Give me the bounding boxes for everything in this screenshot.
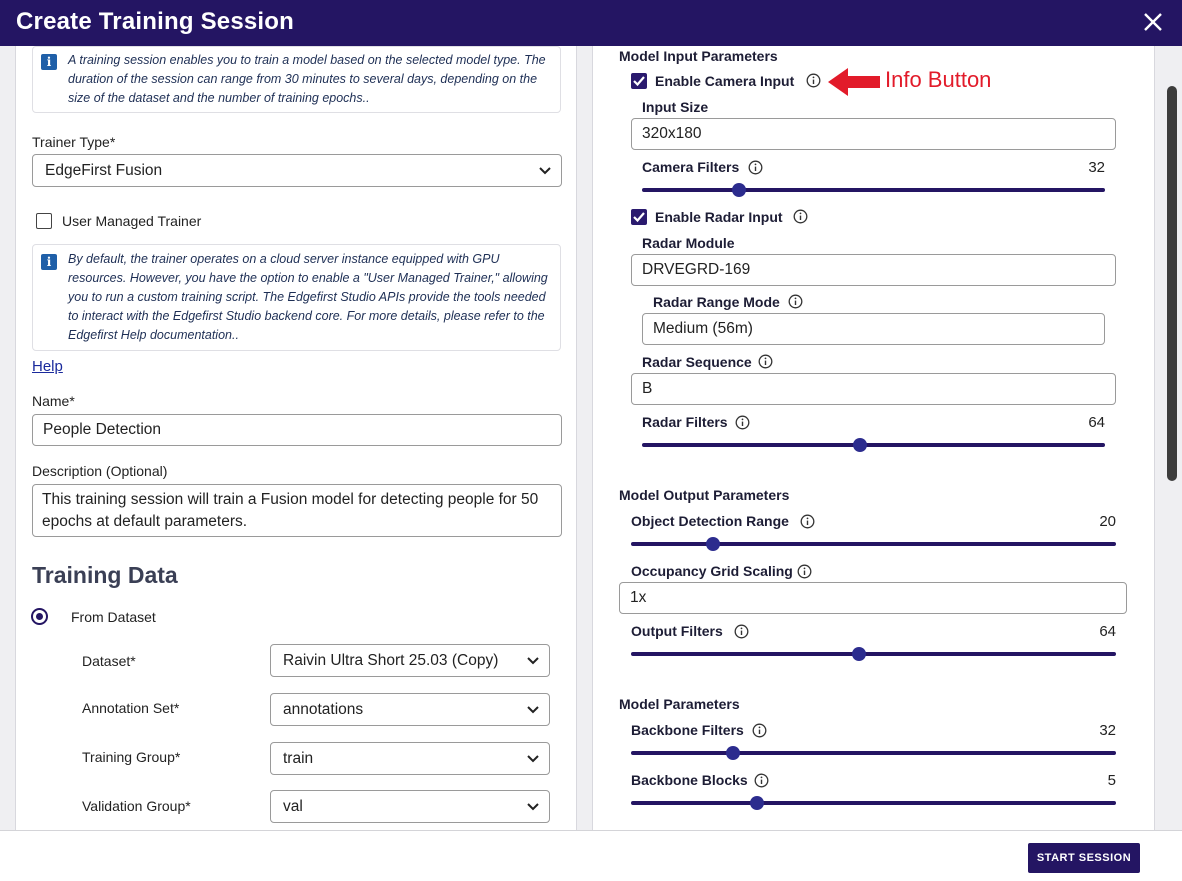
- info-circle-icon[interactable]: [806, 73, 821, 88]
- enable-camera-checkbox[interactable]: [631, 73, 647, 89]
- training-group-value: train: [283, 750, 314, 767]
- left-panel: [15, 46, 577, 830]
- model-output-title: Model Output Parameters: [619, 487, 790, 503]
- slider-thumb[interactable]: [706, 537, 720, 551]
- from-dataset-label: From Dataset: [71, 609, 156, 625]
- start-session-button[interactable]: START SESSION: [1028, 843, 1140, 873]
- training-group-label: Training Group*: [82, 749, 181, 765]
- radar-filters-label: Radar Filters: [642, 414, 728, 430]
- intro-info-box: [32, 46, 561, 113]
- name-label: Name*: [32, 393, 75, 409]
- radar-sequence-label: Radar Sequence: [642, 354, 752, 370]
- name-input[interactable]: People Detection: [32, 414, 562, 446]
- info-circle-icon[interactable]: [793, 209, 808, 224]
- scrollbar[interactable]: [1167, 86, 1177, 481]
- trainer-type-value: EdgeFirst Fusion: [45, 162, 163, 179]
- output-filters-value: 64: [1099, 623, 1116, 640]
- annotation-arrow-icon: [828, 66, 882, 98]
- object-detection-range-value: 20: [1099, 513, 1116, 530]
- slider-thumb[interactable]: [726, 746, 740, 760]
- annotation-set-value: annotations: [283, 701, 364, 718]
- info-badge-icon: i: [41, 254, 57, 270]
- info-badge-icon: i: [41, 54, 57, 70]
- validation-group-select[interactable]: [270, 790, 550, 823]
- occupancy-grid-label: Occupancy Grid Scaling: [631, 563, 793, 579]
- info-circle-icon[interactable]: [734, 624, 749, 639]
- validation-group-value: val: [283, 798, 303, 815]
- checkmark-icon: [632, 74, 646, 88]
- backbone-blocks-slider[interactable]: [631, 795, 1116, 811]
- dataset-label: Dataset*: [82, 653, 136, 669]
- slider-thumb[interactable]: [750, 796, 764, 810]
- help-link[interactable]: Help: [32, 358, 63, 375]
- info-circle-icon[interactable]: [797, 564, 812, 579]
- camera-filters-slider[interactable]: [642, 182, 1105, 198]
- close-icon[interactable]: [1140, 9, 1166, 35]
- info-circle-icon[interactable]: [735, 415, 750, 430]
- chevron-down-icon: [526, 705, 540, 715]
- backbone-filters-slider[interactable]: [631, 745, 1116, 761]
- description-textarea[interactable]: This training session will train a Fusion model for detecting people for 50 epochs at default parameters.: [32, 484, 562, 537]
- radar-range-mode-input[interactable]: Medium (56m): [642, 313, 1105, 345]
- backbone-blocks-value: 5: [1107, 772, 1116, 789]
- user-managed-label: User Managed Trainer: [62, 213, 202, 229]
- output-filters-slider[interactable]: [631, 646, 1116, 662]
- enable-radar-checkbox[interactable]: [631, 209, 647, 225]
- radar-module-input[interactable]: DRVEGRD-169: [631, 254, 1116, 286]
- user-managed-info-box: [32, 244, 561, 351]
- info-circle-icon[interactable]: [788, 294, 803, 309]
- dialog-footer: [0, 830, 1182, 881]
- model-input-title: Model Input Parameters: [619, 48, 778, 64]
- training-data-title: Training Data: [32, 562, 178, 588]
- chevron-down-icon: [526, 754, 540, 764]
- input-size-label: Input Size: [642, 99, 709, 115]
- camera-filters-label: Camera Filters: [642, 159, 740, 175]
- dataset-value: Raivin Ultra Short 25.03 (Copy): [283, 652, 499, 669]
- description-label: Description (Optional): [32, 463, 168, 479]
- dataset-select[interactable]: [270, 644, 550, 677]
- radar-filters-slider[interactable]: [642, 437, 1105, 453]
- user-managed-info-text: By default, the trainer operates on a cloud server instance equipped with GPU resources. However, you have the option to enable a "User Managed Trainer," allowing you to run a custom training script. The Edgefirst Studio APIs provide the tools needed to interact with the Edgefirst Studio backend core. For more details, please refer to the Edgefirst Help documentation..: [68, 252, 548, 342]
- info-circle-icon[interactable]: [758, 354, 773, 369]
- checkmark-icon: [632, 210, 646, 224]
- trainer-type-select[interactable]: [32, 154, 562, 187]
- enable-camera-label: Enable Camera Input: [655, 73, 795, 89]
- radar-module-label: Radar Module: [642, 235, 735, 251]
- chevron-down-icon: [526, 802, 540, 812]
- user-managed-checkbox[interactable]: [36, 213, 52, 229]
- camera-filters-value: 32: [1088, 159, 1105, 176]
- model-params-title: Model Parameters: [619, 696, 740, 712]
- input-size-input[interactable]: 320x180: [631, 118, 1116, 150]
- annotation-set-label: Annotation Set*: [82, 700, 180, 716]
- training-group-select[interactable]: [270, 742, 550, 775]
- dialog-header: [0, 0, 1182, 46]
- object-detection-range-slider[interactable]: [631, 536, 1116, 552]
- slider-thumb[interactable]: [732, 183, 746, 197]
- validation-group-label: Validation Group*: [82, 798, 191, 814]
- info-circle-icon[interactable]: [800, 514, 815, 529]
- backbone-blocks-label: Backbone Blocks: [631, 772, 748, 788]
- radar-sequence-input[interactable]: B: [631, 373, 1116, 405]
- backbone-filters-label: Backbone Filters: [631, 722, 744, 738]
- dialog-title: Create Training Session: [16, 8, 295, 35]
- radar-range-mode-label: Radar Range Mode: [653, 294, 780, 310]
- enable-radar-label: Enable Radar Input: [655, 209, 783, 225]
- chevron-down-icon: [538, 166, 552, 176]
- slider-thumb[interactable]: [853, 438, 867, 452]
- annotation-set-select[interactable]: [270, 693, 550, 726]
- info-circle-icon[interactable]: [754, 773, 769, 788]
- chevron-down-icon: [526, 656, 540, 666]
- intro-info-text: A training session enables you to train a model based on the selected model type. The duration of the session can range from 30 minutes to several days, depending on the size of the dataset and the number of training epochs..: [68, 53, 546, 105]
- radar-filters-value: 64: [1088, 414, 1105, 431]
- trainer-type-label: Trainer Type*: [32, 134, 116, 150]
- from-dataset-radio[interactable]: [31, 608, 48, 625]
- backbone-filters-value: 32: [1099, 722, 1116, 739]
- slider-thumb[interactable]: [852, 647, 866, 661]
- right-panel: [592, 46, 1155, 830]
- info-circle-icon[interactable]: [748, 160, 763, 175]
- info-circle-icon[interactable]: [752, 723, 767, 738]
- occupancy-grid-input[interactable]: 1x: [619, 582, 1127, 614]
- dialog-body: [0, 46, 1182, 830]
- object-detection-range-label: Object Detection Range: [631, 513, 789, 529]
- output-filters-label: Output Filters: [631, 623, 723, 639]
- info-button-annotation: Info Button: [885, 67, 992, 92]
